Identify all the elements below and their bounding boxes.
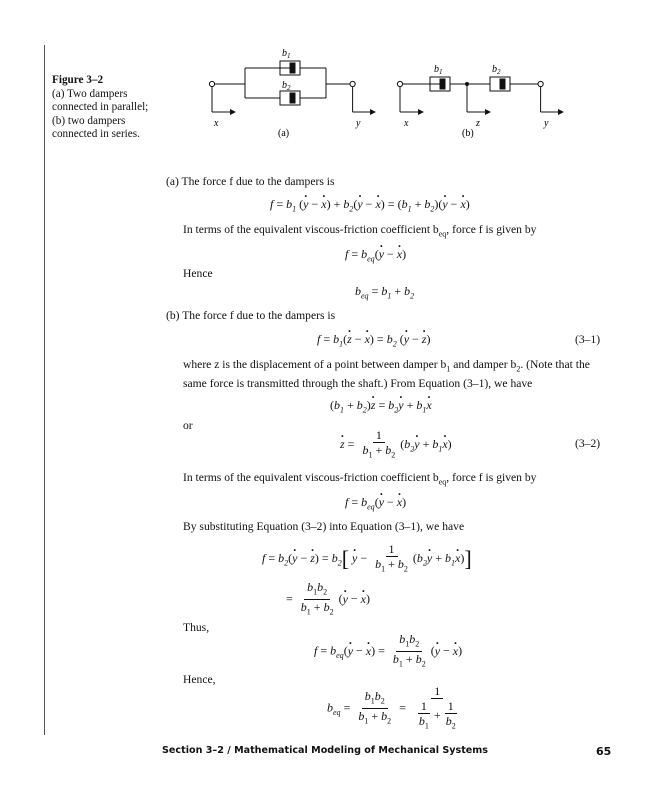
equation-number-3-2: (3–2) — [575, 437, 601, 450]
caption-line-3: (b) two dampers — [52, 114, 126, 127]
equation-b-mid: $(b_1 + b_2)z$ · = $b_2y$ · + $b_1x$ · — [330, 398, 432, 414]
footer-section: Section 3–2 / Mathematical Modeling of Mechanical Systems — [162, 745, 489, 756]
equation-a1: $f = b_1$ (y · − x ·) + $b_2(y$ · − x ·) = $(b_1 + b_2)(y$ · − x ·) — [270, 197, 470, 213]
label-b1-parallel: $b_1$ — [282, 48, 291, 60]
figure-caption — [52, 74, 164, 142]
label-y-b: y — [544, 118, 549, 129]
label-b: (b) — [462, 128, 474, 139]
thus-label: Thus, — [183, 621, 210, 634]
equation-b-feq: $f = b_{eq}(y$ · − x ·) — [345, 495, 406, 511]
or-label: or — [183, 419, 193, 432]
margin-rule — [44, 45, 45, 735]
equation-a3: $b_{eq} = b_1 + b_2$ — [355, 284, 415, 301]
substitution-text: By substituting Equation (3–2) into Equation (3–1), we have — [183, 520, 465, 533]
caption-line-4: connected in series. — [52, 128, 140, 141]
equation-number-3-1: (3–1) — [575, 333, 601, 346]
damper-figure — [190, 40, 570, 145]
caption-line-2: connected in parallel; — [52, 101, 149, 114]
part-b-equiv-text: In terms of the equivalent viscous-friction coefficient $b_{eq}$, force f is given by — [183, 471, 537, 487]
label-x-b: x — [404, 118, 409, 129]
label-x-a: x — [214, 118, 219, 129]
part-a-equiv-text: In terms of the equivalent viscous-friction coefficient $b_{eq}$, force f is given by — [183, 223, 537, 239]
page-number: 65 — [596, 745, 612, 758]
equation-3-2: z · = $\frac{1}{b_1 + b_2}$ ($b_2y$ · + $b_1x$ ·) — [340, 428, 452, 462]
equation-thus: $f = b_{eq}(y$ · − x ·) = $\frac{b_1b_2}{b_1 + b_2}$ (y · − x ·) — [314, 632, 462, 672]
caption-line-1: (a) Two dampers — [52, 87, 128, 100]
part-a-intro: (a) The force f due to the dampers is — [166, 175, 335, 188]
equation-beq-series: $b_{eq}$ = $\frac{b_1b_2}{b_1 + b_2}$ = 1 $\frac{1}{b_1}$ + $\frac{1}{b_2}$ — [327, 684, 456, 731]
part-b-intro: (b) The force f due to the dampers is — [166, 309, 336, 322]
series-dampers-diagram — [397, 77, 558, 112]
label-a: (a) — [278, 128, 290, 139]
hence2-label: Hence, — [183, 673, 216, 686]
equation-simplified: = $\frac{b_1b_2}{b_1 + b_2}$ (y · − x ·) — [286, 580, 370, 620]
label-b2-parallel: $b_2$ — [282, 80, 291, 92]
equation-a2: $f = b_{eq}(y$ · − x ·) — [345, 247, 406, 263]
equation-substituted: $f = b_2(y$ · − z ·) = $b_2$[ y · − $\frac{1}{b_1 + b_2}$ ($b_2y$ · + $b_1x$ ·)] — [262, 542, 472, 576]
hence-label: Hence — [183, 267, 213, 280]
label-b2-series: $b_2$ — [492, 64, 501, 76]
where-paragraph: where z is the displacement of a point between damper $b_1$ and damper $b_2$. (Note that the same force is transmitted through the shaft.) From Equation (3–1), we have — [183, 358, 590, 391]
figure-title: Figure 3–2 — [52, 74, 104, 86]
label-z-b: z — [476, 118, 480, 129]
equation-3-1: $f = b_1(z$ · − x ·) = $b_2$ (y · − z ·) — [317, 332, 430, 348]
label-y-a: y — [356, 118, 361, 129]
label-b1-series: $b_1$ — [434, 64, 443, 76]
